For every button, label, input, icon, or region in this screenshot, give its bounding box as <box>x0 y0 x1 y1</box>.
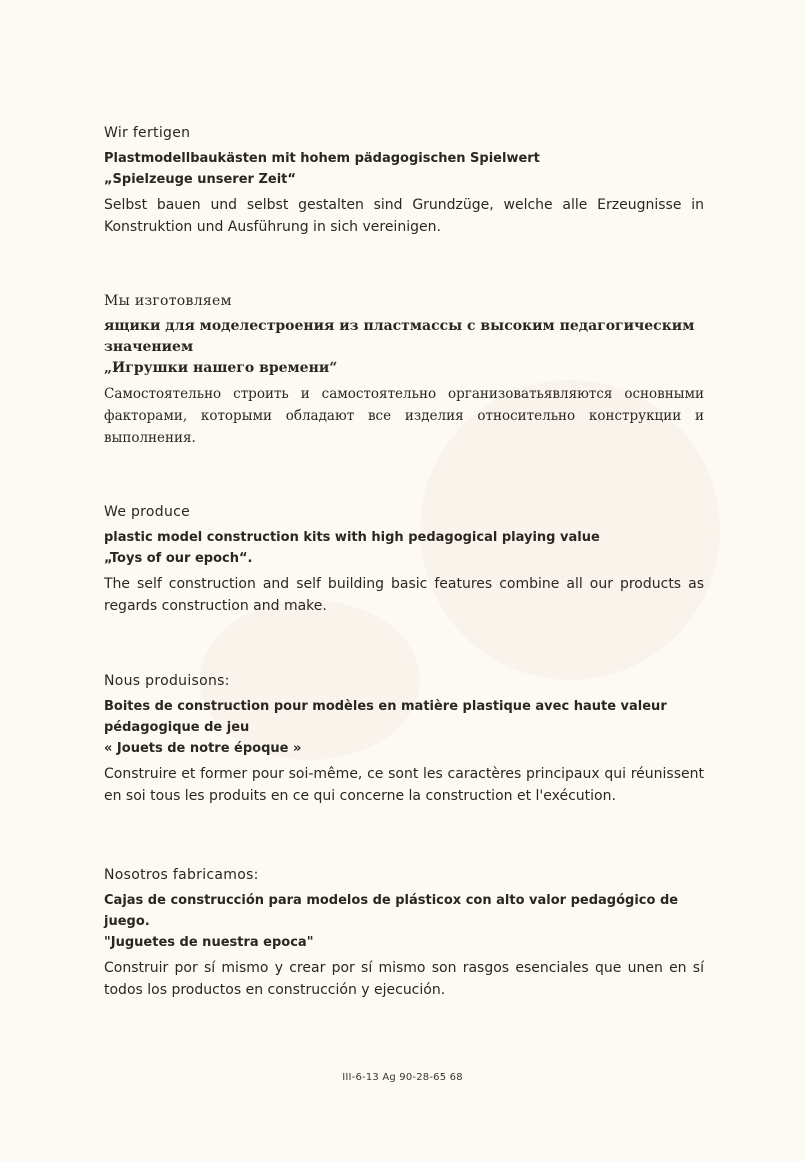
section-french <box>104 672 704 807</box>
section-intro: We produce <box>104 504 191 520</box>
section-subheading: „Игрушки нашего времени“ <box>104 360 338 376</box>
section-heading: Cajas de construcción para modelos de plásticox con alto valor pedagógico de juego. <box>104 893 679 929</box>
section-english <box>104 503 704 617</box>
print-code-footer: III-6-13 Ag 90-28-65 68 <box>342 1072 463 1083</box>
section-body: Construir por sí mismo y crear por sí mismo son rasgos esenciales que unen en sí todos los productos en construcción y ejecución. <box>104 960 704 998</box>
section-heading: plastic model construction kits with high pedagogical playing value <box>104 530 600 545</box>
section-body: The self construction and self building basic features combine all our products as regards construction and make. <box>104 576 704 614</box>
section-heading: Plastmodellbaukästen mit hohem pädagogischen Spielwert <box>104 151 540 166</box>
section-body: Construire et former pour soi-même, ce sont les caractères principaux qui réunissent en soi tous les produits en ce qui concerne la construction et l'exécution. <box>104 766 704 804</box>
section-body: Самостоятельно строить и самостоятельно организоватьявляются основными факторами, которыми обладают все изделия относительно конструкции и выполнения. <box>104 386 704 446</box>
section-intro: Wir fertigen <box>104 125 191 141</box>
section-intro: Nosotros fabricamos: <box>104 867 259 883</box>
section-subheading: "Juguetes de nuestra epoca" <box>104 935 314 950</box>
section-body: Selbst bauen und selbst gestalten sind Grundzüge, welche alle Erzeugnisse in Konstruktion und Ausführung in sich vereinigen. <box>104 197 704 235</box>
section-german <box>104 124 704 238</box>
section-intro: Nous produisons: <box>104 673 230 689</box>
section-heading: ящики для моделестроения из пластмассы с высоким педагогическим значением <box>104 318 695 355</box>
section-intro: Мы изготовляем <box>104 293 232 309</box>
section-subheading: „Spielzeuge unserer Zeit“ <box>104 172 296 187</box>
section-spanish <box>104 866 704 1001</box>
section-russian <box>104 292 704 449</box>
section-heading: Boites de construction pour modèles en matière plastique avec haute valeur pédagogique de jeu <box>104 699 667 735</box>
section-subheading: « Jouets de notre époque » <box>104 741 302 756</box>
section-subheading: „Toys of our epoch“. <box>104 551 253 566</box>
